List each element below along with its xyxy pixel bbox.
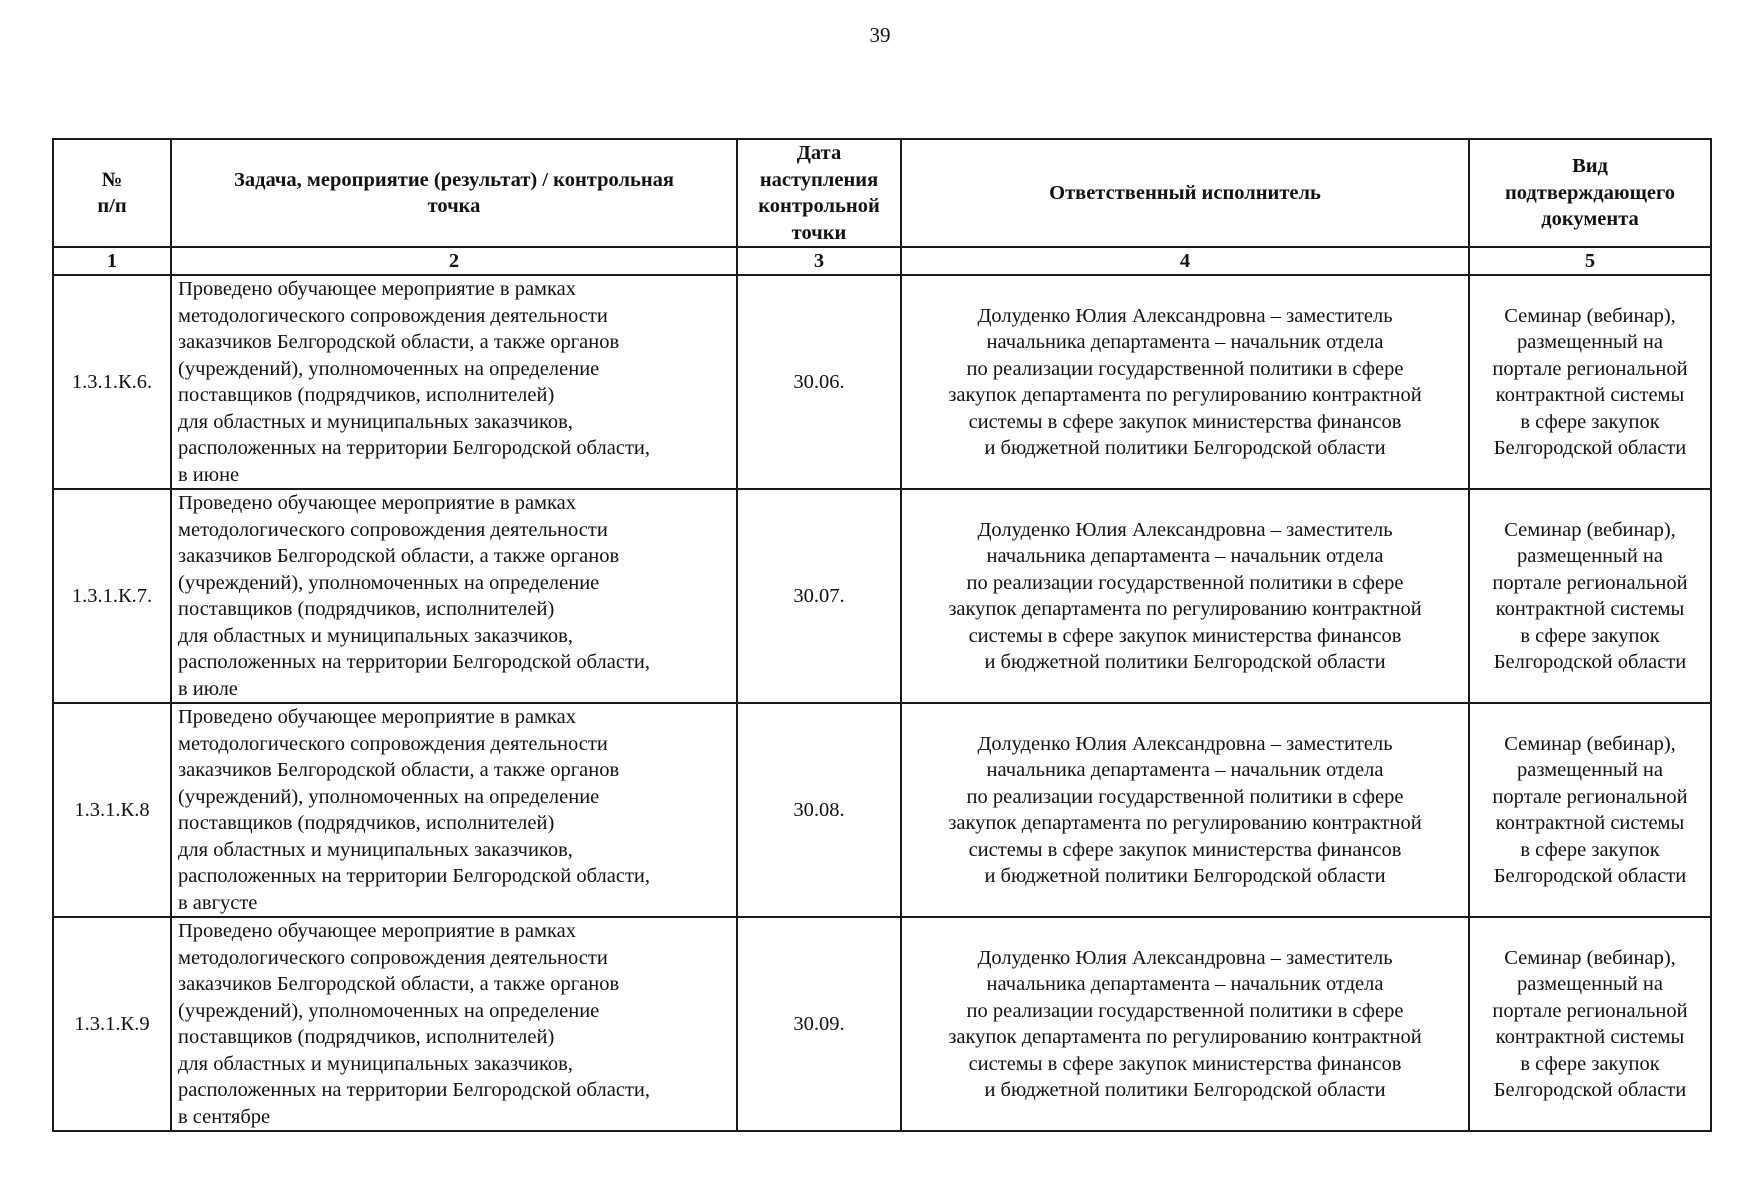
table-header-row [53, 139, 1711, 247]
table-row [53, 275, 1711, 489]
header-task: Задача, мероприятие (результат) / контрольная точка [171, 139, 737, 247]
row-number: 1.3.1.К.6. [53, 275, 171, 489]
control-points-table [52, 138, 1712, 1132]
page-number: 39 [869, 23, 891, 47]
column-number-2: 2 [171, 247, 737, 275]
row-document: Семинар (вебинар), размещенный на портале региональной контрактной системы в сфере закупок Белгородской области [1469, 917, 1711, 1131]
row-executor: Долуденко Юлия Александровна – заместитель начальника департамента – начальник отдела по реализации государственной политики в сфере закупок департамента по регулированию контрактной системы в сфере закупок министерства финансов и бюджетной политики Белгородской области [901, 917, 1469, 1131]
header-executor: Ответственный исполнитель [901, 139, 1469, 247]
row-number: 1.3.1.К.8 [53, 703, 171, 917]
header-date: Дата наступления контрольной точки [737, 139, 901, 247]
table-row [53, 489, 1711, 703]
column-number-3: 3 [737, 247, 901, 275]
column-numbers-row [53, 247, 1711, 275]
row-date: 30.08. [737, 703, 901, 917]
column-number-4: 4 [901, 247, 1469, 275]
row-executor: Долуденко Юлия Александровна – заместитель начальника департамента – начальник отдела по реализации государственной политики в сфере закупок департамента по регулированию контрактной системы в сфере закупок министерства финансов и бюджетной политики Белгородской области [901, 275, 1469, 489]
header-number: № п/п [53, 139, 171, 247]
row-date: 30.09. [737, 917, 901, 1131]
row-task: Проведено обучающее мероприятие в рамках методологического сопровождения деятельности заказчиков Белгородской области, а также органов (учреждений), уполномоченных на определение поставщиков (подрядчиков, исполнителей) для областных и муниципальных заказчиков, расположенных на территории Белгородской области, в августе [171, 703, 737, 917]
row-executor: Долуденко Юлия Александровна – заместитель начальника департамента – начальник отдела по реализации государственной политики в сфере закупок департамента по регулированию контрактной системы в сфере закупок министерства финансов и бюджетной политики Белгородской области [901, 703, 1469, 917]
table-row [53, 703, 1711, 917]
row-date: 30.07. [737, 489, 901, 703]
row-task: Проведено обучающее мероприятие в рамках методологического сопровождения деятельности заказчиков Белгородской области, а также органов (учреждений), уполномоченных на определение поставщиков (подрядчиков, исполнителей) для областных и муниципальных заказчиков, расположенных на территории Белгородской области, в сентябре [171, 917, 737, 1131]
row-date: 30.06. [737, 275, 901, 489]
column-number-5: 5 [1469, 247, 1711, 275]
table-row [53, 917, 1711, 1131]
row-task: Проведено обучающее мероприятие в рамках методологического сопровождения деятельности заказчиков Белгородской области, а также органов (учреждений), уполномоченных на определение поставщиков (подрядчиков, исполнителей) для областных и муниципальных заказчиков, расположенных на территории Белгородской области, в июле [171, 489, 737, 703]
column-number-1: 1 [53, 247, 171, 275]
row-executor: Долуденко Юлия Александровна – заместитель начальника департамента – начальник отдела по реализации государственной политики в сфере закупок департамента по регулированию контрактной системы в сфере закупок министерства финансов и бюджетной политики Белгородской области [901, 489, 1469, 703]
row-document: Семинар (вебинар), размещенный на портале региональной контрактной системы в сфере закупок Белгородской области [1469, 275, 1711, 489]
row-number: 1.3.1.К.9 [53, 917, 171, 1131]
header-document: Вид подтверждающего документа [1469, 139, 1711, 247]
row-number: 1.3.1.К.7. [53, 489, 171, 703]
row-document: Семинар (вебинар), размещенный на портале региональной контрактной системы в сфере закупок Белгородской области [1469, 703, 1711, 917]
row-task: Проведено обучающее мероприятие в рамках методологического сопровождения деятельности заказчиков Белгородской области, а также органов (учреждений), уполномоченных на определение поставщиков (подрядчиков, исполнителей) для областных и муниципальных заказчиков, расположенных на территории Белгородской области, в июне [171, 275, 737, 489]
row-document: Семинар (вебинар), размещенный на портале региональной контрактной системы в сфере закупок Белгородской области [1469, 489, 1711, 703]
